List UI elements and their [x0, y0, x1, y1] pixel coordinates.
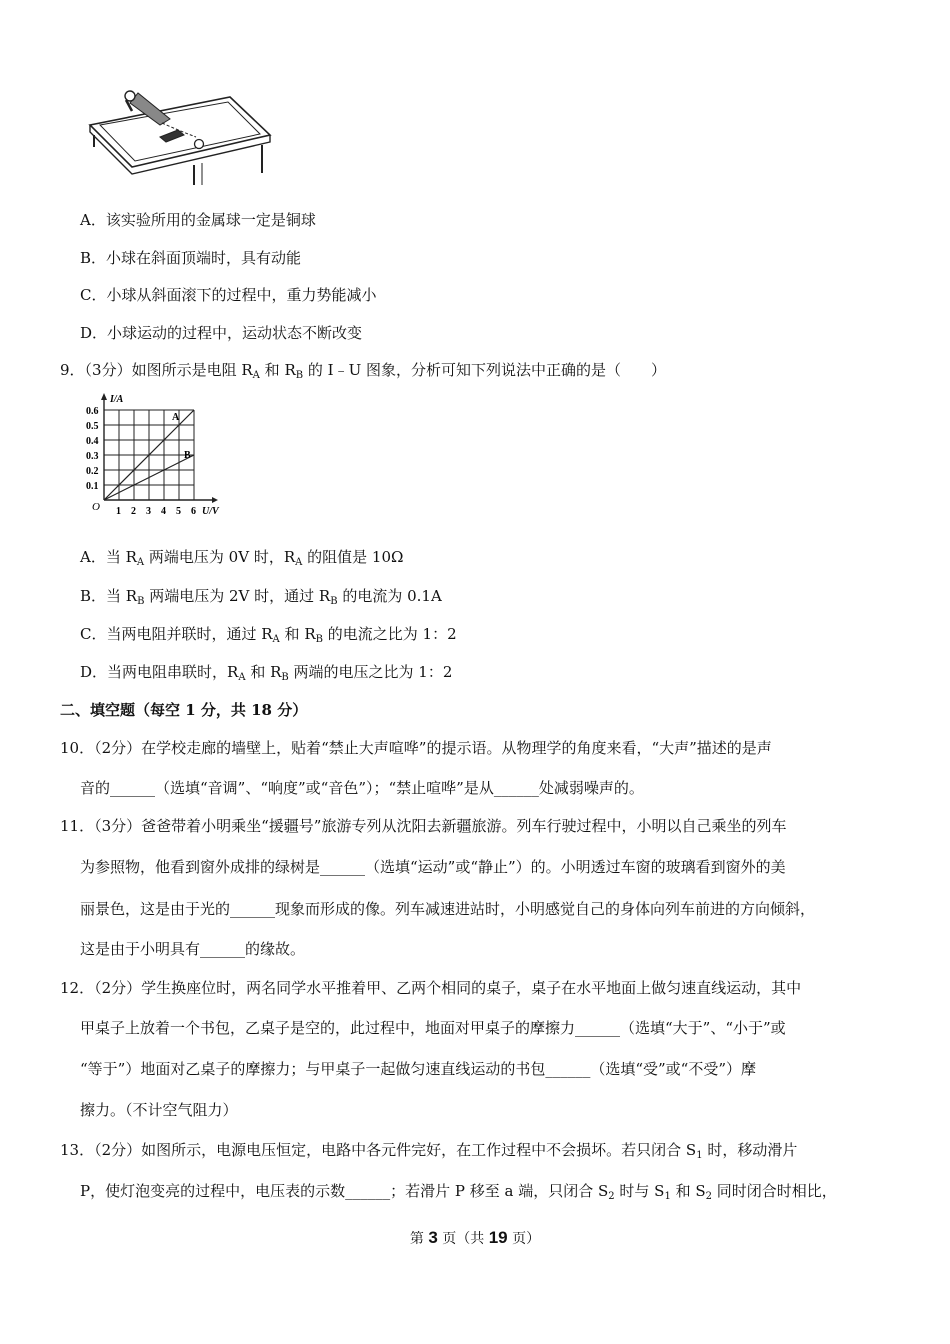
page-number: 3: [428, 1228, 438, 1247]
option-text: C．当两电阻并联时，通过 R: [80, 625, 273, 643]
page-footer: [0, 1228, 950, 1248]
q13-text: 13．（2分）如图所示，电源电压恒定，电路中各元件完好，在工作过程中不会损坏。若只闭合 S: [60, 1141, 697, 1159]
option-text: D．当两电阻串联时，R: [80, 663, 239, 681]
subscript: A: [272, 634, 280, 645]
q11-line-2: 为参照物，他看到窗外成排的绿树是______（选填“运动”或“静止”）的。小明透过车窗的玻璃看到窗外的美: [80, 858, 786, 876]
subscript: A: [238, 672, 246, 683]
y-tick-label: 0.6: [86, 406, 99, 417]
subscript: B: [330, 596, 338, 607]
x-axis-label: U/V: [202, 506, 219, 517]
q11-line-1: 11．（3分）爸爸带着小明乘坐“援疆号”旅游专列从沈阳去新疆旅游。列车行驶过程中，小明以自己乘坐的列车: [60, 817, 787, 835]
q12-line-3: “等于”）地面对乙桌子的摩擦力；与甲桌子一起做匀速直线运动的书包______（选填“受”或“不受”）摩: [80, 1060, 757, 1078]
option-text: 和 R: [279, 625, 316, 643]
subscript: A: [136, 557, 145, 568]
subscript: B: [315, 634, 323, 645]
q13-text: 时与 S: [614, 1182, 665, 1200]
page-total: 19: [488, 1228, 508, 1247]
option-text: A．当 R: [80, 548, 137, 566]
q12-line-4: 擦力。（不计空气阻力）: [80, 1101, 238, 1119]
y-tick-label: 0.5: [86, 421, 99, 432]
q9-option-c: [80, 623, 457, 651]
q11-line-4: 这是由于小明具有______的缘故。: [80, 940, 306, 958]
subscript: 2: [705, 1191, 712, 1202]
question-score: （3分）: [84, 361, 132, 379]
y-axis-label: I/A: [110, 394, 124, 405]
subscript: A: [252, 370, 260, 381]
subscript: 1: [664, 1191, 671, 1202]
x-tick-label: 1: [116, 506, 121, 517]
question-number: 9．: [60, 361, 85, 379]
option-text: 的阻值是 10Ω: [302, 548, 404, 566]
q13-text: 时，移动滑片: [702, 1141, 798, 1159]
x-tick-label: 5: [176, 506, 181, 517]
q8-experiment-figure: [80, 85, 280, 190]
option-text: 的电流之比为 1：2: [322, 625, 457, 643]
x-tick-label: 6: [191, 506, 196, 517]
option-text: 的电流为 0.1A: [337, 587, 442, 605]
x-tick-label: 3: [146, 506, 151, 517]
subscript: 1: [696, 1150, 703, 1161]
y-tick-label: 0.4: [86, 436, 99, 447]
line-a-label: A: [172, 412, 180, 423]
origin-label: O: [92, 501, 100, 513]
section-heading: 二、填空题（每空 1 分，共 18 分）: [60, 701, 308, 719]
q13-line-1: [60, 1139, 797, 1167]
y-tick-label: 0.1: [86, 481, 99, 492]
subscript: B: [281, 672, 289, 683]
q8-option-c: C．小球从斜面滚下的过程中，重力势能减小: [80, 286, 377, 304]
y-tick-label: 0.2: [86, 466, 99, 477]
q8-option-b: B．小球在斜面顶端时，具有动能: [80, 249, 302, 267]
q10-line-2: 音的______（选填“音调”、“响度”或“音色”）；“禁止喧哗”是从______处减弱噪声的。: [80, 779, 644, 797]
subscript: 2: [608, 1191, 615, 1202]
q9-stem-text-2: 和 R: [259, 361, 296, 379]
y-tick-label: 0.3: [86, 451, 99, 462]
subscript: B: [295, 370, 304, 381]
footer-text: 页（共: [437, 1231, 489, 1247]
x-tick-label: 2: [131, 506, 136, 517]
option-text: B．当 R: [80, 587, 138, 605]
q9-stem-text-1: 如图所示是电阻 R: [131, 361, 253, 379]
q9-iu-graph: [84, 390, 234, 520]
option-text: 和 R: [245, 663, 282, 681]
q9-stem-text-3: 的 I﹣U 图象，分析可知下列说法中正确的是（ ）: [303, 361, 666, 379]
q13-line-2: [80, 1180, 837, 1208]
option-text: 两端的电压之比为 1：2: [288, 663, 453, 681]
q9-stem: [60, 359, 666, 387]
option-text: 两端电压为 2V 时，通过 R: [144, 587, 331, 605]
q9-option-d: [80, 661, 452, 689]
subscript: B: [137, 596, 145, 607]
q10-line-1: 10．（2分）在学校走廊的墙壁上，贴着“禁止大声喧哗”的提示语。从物理学的角度来看，“大声”描述的是声: [60, 739, 772, 757]
subscript: A: [295, 557, 303, 568]
q13-text: P，使灯泡变亮的过程中，电压表的示数______；若滑片 P 移至 a 端，只闭合 S: [80, 1182, 609, 1200]
footer-text: 页）: [507, 1231, 541, 1247]
footer-text: 第: [409, 1231, 429, 1247]
option-text: 两端电压为 0V 时，R: [144, 548, 296, 566]
q8-option-a: A．该实验所用的金属球一定是铜球: [80, 211, 316, 229]
x-axis-arrow-icon: [212, 497, 218, 503]
q9-option-b: [80, 585, 442, 613]
q12-line-1: 12．（2分）学生换座位时，两名同学水平推着甲、乙两个相同的桌子，桌子在水平地面上做匀速直线运动，其中: [60, 979, 802, 997]
q13-text: 和 S: [670, 1182, 706, 1200]
y-axis-arrow-icon: [101, 393, 107, 400]
x-tick-label: 4: [161, 506, 166, 517]
q13-text: 同时闭合时相比，: [712, 1182, 837, 1200]
q9-option-a: [80, 546, 403, 574]
q12-line-2: 甲桌子上放着一个书包，乙桌子是空的，此过程中，地面对甲桌子的摩擦力______（选填“大于”、“小于”或: [80, 1019, 786, 1037]
q8-option-d: D．小球运动的过程中，运动状态不断改变: [80, 324, 363, 342]
line-b-label: B: [184, 450, 191, 461]
q11-line-3: 丽景色，这是由于光的______现象而形成的像。列车减速进站时，小明感觉自己的身体向列车前进的方向倾斜，: [80, 900, 816, 918]
